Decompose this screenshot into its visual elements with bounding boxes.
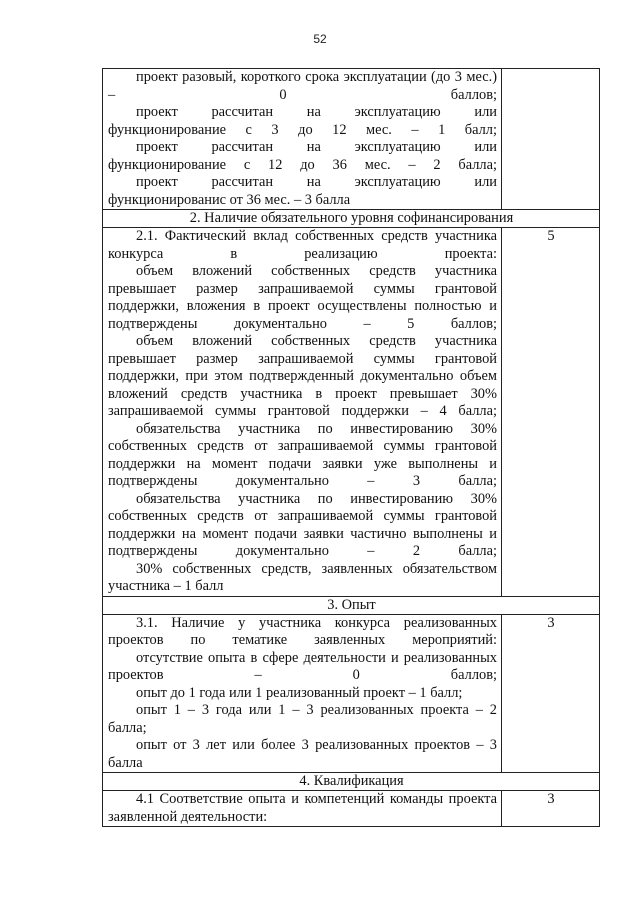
criterion-paragraph: объем вложений собственных средств участника превышает размер запрашиваемой суммы грантовой поддержки, вложения в проект осуществлены полностью и подтверждены документально – 5 баллов;	[108, 263, 497, 332]
section-title: 4. Квалификация	[103, 773, 600, 791]
table-row	[103, 614, 600, 773]
criterion-paragraph: 3.1. Наличие у участника конкурса реализованных проектов по тематике заявленных мероприятий:	[108, 614, 497, 648]
criterion-paragraph: проект рассчитан на эксплуатацию или функционирование с 3 до 12 мес. – 1 балл;	[108, 104, 497, 138]
criterion-score: 3	[502, 791, 600, 827]
criterion-paragraph: проект рассчитан на эксплуатацию или функционированис от 36 мес. – 3 балла	[108, 174, 497, 208]
table-row	[103, 228, 600, 597]
criterion-paragraph: обязательства участника по инвестированию 30% собственных средств от запрашиваемой суммы грантовой поддержки на момент подачи заявки уже выполнены и подтверждены документально – 3 балла;	[108, 420, 497, 489]
criterion-score: 3	[502, 614, 600, 773]
section-header-row	[103, 596, 600, 614]
criterion-paragraph: отсутствие опыта в сфере деятельности и реализованных проектов – 0 баллов;	[108, 649, 497, 683]
table-row	[103, 69, 600, 210]
criterion-description	[103, 614, 502, 773]
criterion-score	[502, 69, 600, 210]
criterion-paragraph: объем вложений собственных средств участника превышает размер запрашиваемой суммы грантовой поддержки, при этом подтвержденный документально объем вложений средств участника в проект превышает 30% запрашиваемой суммы грантовой поддержки – 4 балла;	[108, 333, 497, 419]
section-title: 3. Опыт	[103, 596, 600, 614]
criterion-paragraph: опыт от 3 лет или более 3 реализованных проектов – 3 балла	[108, 737, 497, 771]
criterion-score: 5	[502, 228, 600, 597]
criterion-paragraph: 30% собственных средств, заявленных обязательством участника – 1 балл	[108, 560, 497, 594]
section-header-row	[103, 210, 600, 228]
criterion-paragraph: 2.1. Фактический вклад собственных средств участника конкурса в реализацию проекта:	[108, 228, 497, 262]
section-header-row	[103, 773, 600, 791]
page-number: 52	[313, 32, 327, 46]
criterion-paragraph: обязательства участника по инвестированию 30% собственных средств от запрашиваемой суммы грантовой поддержки на момент подачи заявки частично выполнены и подтверждены документально – 2 балла;	[108, 490, 497, 559]
criterion-description	[103, 228, 502, 597]
criterion-paragraph: опыт 1 – 3 года или 1 – 3 реализованных проекта – 2 балла;	[108, 702, 497, 736]
criterion-description	[103, 791, 502, 827]
section-title: 2. Наличие обязательного уровня софинансирования	[103, 210, 600, 228]
criteria-table	[102, 68, 600, 827]
criterion-paragraph: 4.1 Соответствие опыта и компетенций команды проекта заявленной деятельности:	[108, 791, 497, 825]
criterion-paragraph: проект разовый, короткого срока эксплуатации (до 3 мес.) – 0 баллов;	[108, 69, 497, 103]
table-row	[103, 791, 600, 827]
criterion-description	[103, 69, 502, 210]
criterion-paragraph: опыт до 1 года или 1 реализованный проект – 1 балл;	[136, 684, 463, 701]
criterion-paragraph: проект рассчитан на эксплуатацию или функционирование с 12 до 36 мес. – 2 балла;	[108, 139, 497, 173]
